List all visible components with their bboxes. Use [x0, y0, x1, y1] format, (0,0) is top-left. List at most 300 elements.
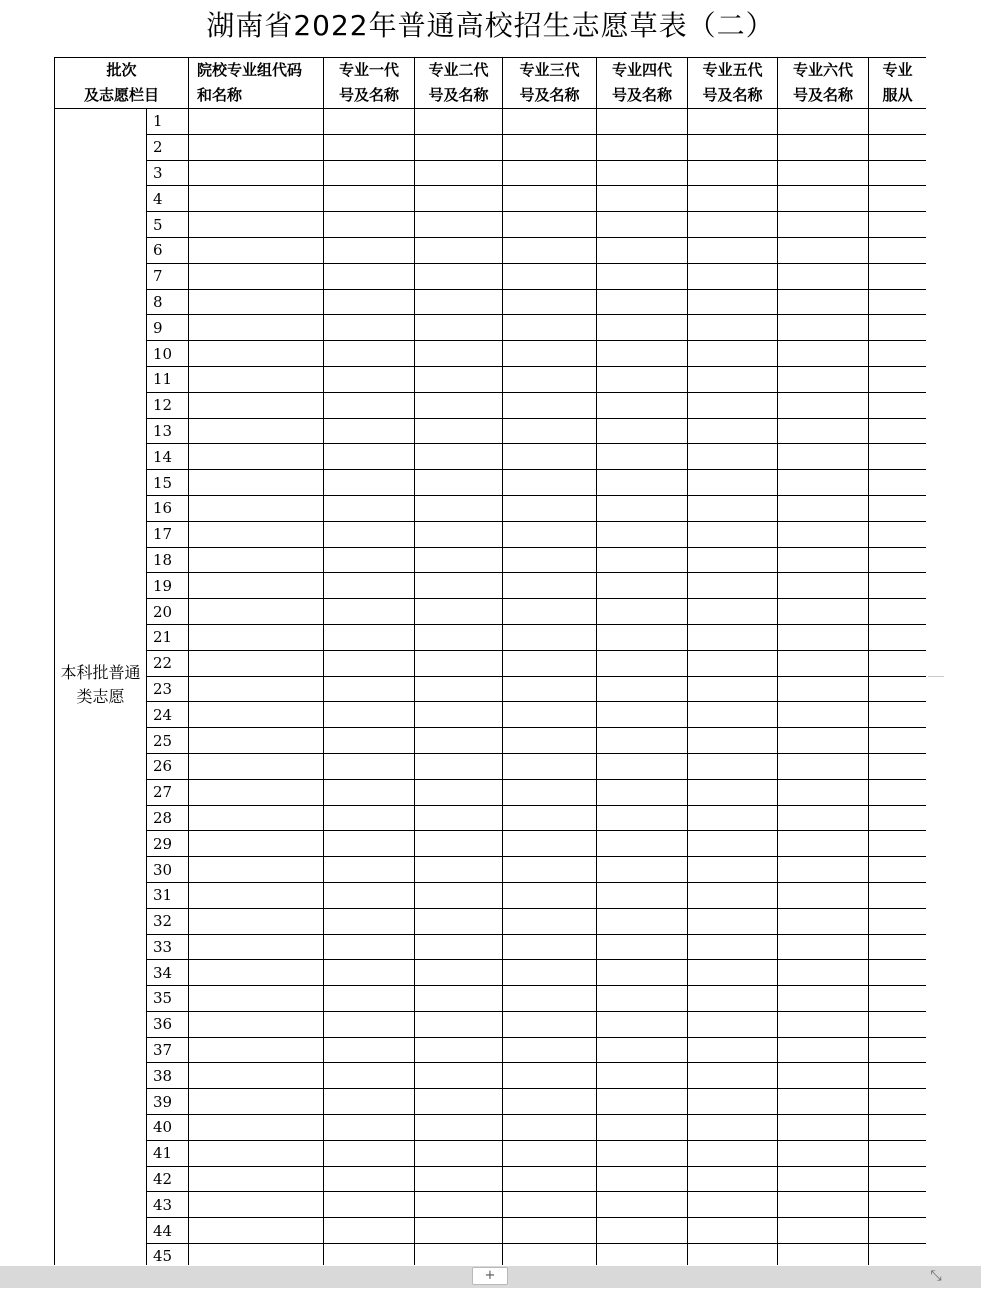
major-2-cell[interactable]: [415, 702, 503, 728]
major-1-cell[interactable]: [324, 1089, 415, 1115]
major-5-cell[interactable]: [688, 908, 778, 934]
school-group-cell[interactable]: [189, 521, 324, 547]
school-group-cell[interactable]: [189, 650, 324, 676]
major-5-cell[interactable]: [688, 392, 778, 418]
major-6-cell[interactable]: [778, 1218, 869, 1244]
major-3-cell[interactable]: [503, 1166, 597, 1192]
major-6-cell[interactable]: [778, 1140, 869, 1166]
major-3-cell[interactable]: [503, 134, 597, 160]
major-3-cell[interactable]: [503, 212, 597, 238]
major-4-cell[interactable]: [597, 1063, 688, 1089]
major-6-cell[interactable]: [778, 960, 869, 986]
major-1-cell[interactable]: [324, 676, 415, 702]
major-3-cell[interactable]: [503, 1011, 597, 1037]
school-group-cell[interactable]: [189, 908, 324, 934]
major-4-cell[interactable]: [597, 1140, 688, 1166]
major-5-cell[interactable]: [688, 882, 778, 908]
major-4-cell[interactable]: [597, 702, 688, 728]
major-4-cell[interactable]: [597, 366, 688, 392]
school-group-cell[interactable]: [189, 134, 324, 160]
major-4-cell[interactable]: [597, 263, 688, 289]
major-3-cell[interactable]: [503, 1244, 597, 1265]
obey-cell[interactable]: [869, 986, 926, 1012]
major-3-cell[interactable]: [503, 831, 597, 857]
obey-cell[interactable]: [869, 470, 926, 496]
major-6-cell[interactable]: [778, 470, 869, 496]
obey-cell[interactable]: [869, 444, 926, 470]
major-5-cell[interactable]: [688, 805, 778, 831]
major-4-cell[interactable]: [597, 599, 688, 625]
major-2-cell[interactable]: [415, 908, 503, 934]
major-5-cell[interactable]: [688, 341, 778, 367]
major-3-cell[interactable]: [503, 315, 597, 341]
obey-cell[interactable]: [869, 624, 926, 650]
school-group-cell[interactable]: [189, 1011, 324, 1037]
major-6-cell[interactable]: [778, 263, 869, 289]
major-5-cell[interactable]: [688, 366, 778, 392]
major-1-cell[interactable]: [324, 986, 415, 1012]
major-3-cell[interactable]: [503, 1063, 597, 1089]
school-group-cell[interactable]: [189, 1244, 324, 1265]
major-2-cell[interactable]: [415, 341, 503, 367]
major-6-cell[interactable]: [778, 289, 869, 315]
major-3-cell[interactable]: [503, 418, 597, 444]
obey-cell[interactable]: [869, 857, 926, 883]
major-6-cell[interactable]: [778, 805, 869, 831]
school-group-cell[interactable]: [189, 366, 324, 392]
major-1-cell[interactable]: [324, 1115, 415, 1141]
major-2-cell[interactable]: [415, 212, 503, 238]
major-1-cell[interactable]: [324, 624, 415, 650]
major-4-cell[interactable]: [597, 1192, 688, 1218]
major-4-cell[interactable]: [597, 1218, 688, 1244]
major-5-cell[interactable]: [688, 857, 778, 883]
obey-cell[interactable]: [869, 418, 926, 444]
major-4-cell[interactable]: [597, 315, 688, 341]
major-4-cell[interactable]: [597, 341, 688, 367]
major-5-cell[interactable]: [688, 521, 778, 547]
major-6-cell[interactable]: [778, 1115, 869, 1141]
major-2-cell[interactable]: [415, 289, 503, 315]
major-3-cell[interactable]: [503, 676, 597, 702]
school-group-cell[interactable]: [189, 418, 324, 444]
obey-cell[interactable]: [869, 831, 926, 857]
major-1-cell[interactable]: [324, 934, 415, 960]
school-group-cell[interactable]: [189, 934, 324, 960]
major-3-cell[interactable]: [503, 366, 597, 392]
major-4-cell[interactable]: [597, 186, 688, 212]
major-4-cell[interactable]: [597, 1011, 688, 1037]
major-2-cell[interactable]: [415, 960, 503, 986]
major-3-cell[interactable]: [503, 1192, 597, 1218]
obey-cell[interactable]: [869, 960, 926, 986]
major-2-cell[interactable]: [415, 366, 503, 392]
major-2-cell[interactable]: [415, 470, 503, 496]
major-6-cell[interactable]: [778, 521, 869, 547]
major-5-cell[interactable]: [688, 1192, 778, 1218]
major-2-cell[interactable]: [415, 1011, 503, 1037]
major-5-cell[interactable]: [688, 160, 778, 186]
major-2-cell[interactable]: [415, 547, 503, 573]
major-6-cell[interactable]: [778, 315, 869, 341]
school-group-cell[interactable]: [189, 857, 324, 883]
major-5-cell[interactable]: [688, 237, 778, 263]
school-group-cell[interactable]: [189, 1063, 324, 1089]
major-3-cell[interactable]: [503, 960, 597, 986]
major-6-cell[interactable]: [778, 753, 869, 779]
obey-cell[interactable]: [869, 1011, 926, 1037]
major-6-cell[interactable]: [778, 134, 869, 160]
school-group-cell[interactable]: [189, 160, 324, 186]
major-2-cell[interactable]: [415, 418, 503, 444]
school-group-cell[interactable]: [189, 882, 324, 908]
major-2-cell[interactable]: [415, 315, 503, 341]
major-6-cell[interactable]: [778, 109, 869, 135]
major-4-cell[interactable]: [597, 1166, 688, 1192]
major-6-cell[interactable]: [778, 779, 869, 805]
major-6-cell[interactable]: [778, 1063, 869, 1089]
school-group-cell[interactable]: [189, 186, 324, 212]
major-1-cell[interactable]: [324, 392, 415, 418]
major-2-cell[interactable]: [415, 831, 503, 857]
major-1-cell[interactable]: [324, 1063, 415, 1089]
major-1-cell[interactable]: [324, 1244, 415, 1265]
major-3-cell[interactable]: [503, 753, 597, 779]
major-4-cell[interactable]: [597, 1089, 688, 1115]
major-2-cell[interactable]: [415, 805, 503, 831]
obey-cell[interactable]: [869, 109, 926, 135]
major-1-cell[interactable]: [324, 779, 415, 805]
obey-cell[interactable]: [869, 186, 926, 212]
major-3-cell[interactable]: [503, 521, 597, 547]
major-6-cell[interactable]: [778, 882, 869, 908]
major-1-cell[interactable]: [324, 160, 415, 186]
obey-cell[interactable]: [869, 805, 926, 831]
school-group-cell[interactable]: [189, 779, 324, 805]
major-5-cell[interactable]: [688, 186, 778, 212]
school-group-cell[interactable]: [189, 470, 324, 496]
school-group-cell[interactable]: [189, 1218, 324, 1244]
major-1-cell[interactable]: [324, 831, 415, 857]
major-3-cell[interactable]: [503, 908, 597, 934]
major-5-cell[interactable]: [688, 109, 778, 135]
major-5-cell[interactable]: [688, 1244, 778, 1265]
major-4-cell[interactable]: [597, 1244, 688, 1265]
major-3-cell[interactable]: [503, 160, 597, 186]
major-3-cell[interactable]: [503, 702, 597, 728]
major-2-cell[interactable]: [415, 986, 503, 1012]
major-2-cell[interactable]: [415, 1166, 503, 1192]
major-4-cell[interactable]: [597, 289, 688, 315]
major-6-cell[interactable]: [778, 495, 869, 521]
major-5-cell[interactable]: [688, 702, 778, 728]
major-2-cell[interactable]: [415, 1140, 503, 1166]
major-2-cell[interactable]: [415, 186, 503, 212]
major-6-cell[interactable]: [778, 366, 869, 392]
major-5-cell[interactable]: [688, 495, 778, 521]
major-2-cell[interactable]: [415, 237, 503, 263]
school-group-cell[interactable]: [189, 109, 324, 135]
obey-cell[interactable]: [869, 237, 926, 263]
major-5-cell[interactable]: [688, 728, 778, 754]
major-6-cell[interactable]: [778, 624, 869, 650]
major-5-cell[interactable]: [688, 986, 778, 1012]
major-1-cell[interactable]: [324, 1192, 415, 1218]
major-5-cell[interactable]: [688, 624, 778, 650]
major-6-cell[interactable]: [778, 1166, 869, 1192]
major-2-cell[interactable]: [415, 521, 503, 547]
major-5-cell[interactable]: [688, 289, 778, 315]
major-4-cell[interactable]: [597, 134, 688, 160]
major-2-cell[interactable]: [415, 753, 503, 779]
school-group-cell[interactable]: [189, 831, 324, 857]
major-1-cell[interactable]: [324, 960, 415, 986]
major-3-cell[interactable]: [503, 986, 597, 1012]
major-2-cell[interactable]: [415, 1037, 503, 1063]
major-1-cell[interactable]: [324, 882, 415, 908]
major-6-cell[interactable]: [778, 676, 869, 702]
major-5-cell[interactable]: [688, 547, 778, 573]
school-group-cell[interactable]: [189, 805, 324, 831]
major-4-cell[interactable]: [597, 779, 688, 805]
major-1-cell[interactable]: [324, 341, 415, 367]
major-3-cell[interactable]: [503, 237, 597, 263]
major-6-cell[interactable]: [778, 599, 869, 625]
major-3-cell[interactable]: [503, 805, 597, 831]
major-4-cell[interactable]: [597, 728, 688, 754]
major-6-cell[interactable]: [778, 212, 869, 238]
major-1-cell[interactable]: [324, 908, 415, 934]
major-2-cell[interactable]: [415, 1218, 503, 1244]
major-6-cell[interactable]: [778, 934, 869, 960]
obey-cell[interactable]: [869, 521, 926, 547]
major-2-cell[interactable]: [415, 599, 503, 625]
major-3-cell[interactable]: [503, 470, 597, 496]
school-group-cell[interactable]: [189, 444, 324, 470]
school-group-cell[interactable]: [189, 315, 324, 341]
major-4-cell[interactable]: [597, 753, 688, 779]
major-4-cell[interactable]: [597, 960, 688, 986]
major-4-cell[interactable]: [597, 624, 688, 650]
major-1-cell[interactable]: [324, 186, 415, 212]
major-6-cell[interactable]: [778, 237, 869, 263]
major-4-cell[interactable]: [597, 237, 688, 263]
major-1-cell[interactable]: [324, 495, 415, 521]
major-3-cell[interactable]: [503, 1089, 597, 1115]
major-4-cell[interactable]: [597, 857, 688, 883]
major-1-cell[interactable]: [324, 289, 415, 315]
major-4-cell[interactable]: [597, 495, 688, 521]
obey-cell[interactable]: [869, 1244, 926, 1265]
school-group-cell[interactable]: [189, 573, 324, 599]
major-5-cell[interactable]: [688, 960, 778, 986]
major-1-cell[interactable]: [324, 315, 415, 341]
obey-cell[interactable]: [869, 779, 926, 805]
school-group-cell[interactable]: [189, 341, 324, 367]
major-3-cell[interactable]: [503, 289, 597, 315]
add-row-button[interactable]: +: [472, 1267, 508, 1285]
obey-cell[interactable]: [869, 495, 926, 521]
major-6-cell[interactable]: [778, 1011, 869, 1037]
major-3-cell[interactable]: [503, 186, 597, 212]
major-5-cell[interactable]: [688, 470, 778, 496]
major-5-cell[interactable]: [688, 934, 778, 960]
major-4-cell[interactable]: [597, 805, 688, 831]
major-2-cell[interactable]: [415, 1115, 503, 1141]
major-3-cell[interactable]: [503, 341, 597, 367]
school-group-cell[interactable]: [189, 1166, 324, 1192]
major-3-cell[interactable]: [503, 934, 597, 960]
major-4-cell[interactable]: [597, 831, 688, 857]
school-group-cell[interactable]: [189, 624, 324, 650]
major-5-cell[interactable]: [688, 134, 778, 160]
major-1-cell[interactable]: [324, 599, 415, 625]
major-3-cell[interactable]: [503, 779, 597, 805]
major-3-cell[interactable]: [503, 495, 597, 521]
school-group-cell[interactable]: [189, 263, 324, 289]
obey-cell[interactable]: [869, 728, 926, 754]
major-6-cell[interactable]: [778, 1089, 869, 1115]
obey-cell[interactable]: [869, 676, 926, 702]
major-6-cell[interactable]: [778, 418, 869, 444]
obey-cell[interactable]: [869, 1037, 926, 1063]
major-4-cell[interactable]: [597, 882, 688, 908]
school-group-cell[interactable]: [189, 289, 324, 315]
major-5-cell[interactable]: [688, 779, 778, 805]
major-6-cell[interactable]: [778, 702, 869, 728]
obey-cell[interactable]: [869, 315, 926, 341]
school-group-cell[interactable]: [189, 960, 324, 986]
major-5-cell[interactable]: [688, 212, 778, 238]
school-group-cell[interactable]: [189, 1037, 324, 1063]
school-group-cell[interactable]: [189, 702, 324, 728]
major-6-cell[interactable]: [778, 986, 869, 1012]
major-2-cell[interactable]: [415, 779, 503, 805]
major-2-cell[interactable]: [415, 650, 503, 676]
major-2-cell[interactable]: [415, 573, 503, 599]
major-3-cell[interactable]: [503, 547, 597, 573]
obey-cell[interactable]: [869, 289, 926, 315]
major-1-cell[interactable]: [324, 573, 415, 599]
obey-cell[interactable]: [869, 882, 926, 908]
obey-cell[interactable]: [869, 599, 926, 625]
major-5-cell[interactable]: [688, 1115, 778, 1141]
major-1-cell[interactable]: [324, 702, 415, 728]
obey-cell[interactable]: [869, 134, 926, 160]
major-2-cell[interactable]: [415, 444, 503, 470]
obey-cell[interactable]: [869, 1192, 926, 1218]
major-4-cell[interactable]: [597, 444, 688, 470]
major-2-cell[interactable]: [415, 934, 503, 960]
school-group-cell[interactable]: [189, 986, 324, 1012]
major-1-cell[interactable]: [324, 109, 415, 135]
major-1-cell[interactable]: [324, 1166, 415, 1192]
school-group-cell[interactable]: [189, 495, 324, 521]
major-6-cell[interactable]: [778, 444, 869, 470]
major-2-cell[interactable]: [415, 263, 503, 289]
school-group-cell[interactable]: [189, 1140, 324, 1166]
major-6-cell[interactable]: [778, 908, 869, 934]
major-5-cell[interactable]: [688, 444, 778, 470]
major-3-cell[interactable]: [503, 882, 597, 908]
major-4-cell[interactable]: [597, 1115, 688, 1141]
major-5-cell[interactable]: [688, 418, 778, 444]
major-4-cell[interactable]: [597, 934, 688, 960]
school-group-cell[interactable]: [189, 237, 324, 263]
obey-cell[interactable]: [869, 1115, 926, 1141]
major-1-cell[interactable]: [324, 1037, 415, 1063]
major-5-cell[interactable]: [688, 753, 778, 779]
major-1-cell[interactable]: [324, 857, 415, 883]
major-6-cell[interactable]: [778, 857, 869, 883]
major-3-cell[interactable]: [503, 263, 597, 289]
major-1-cell[interactable]: [324, 418, 415, 444]
major-6-cell[interactable]: [778, 160, 869, 186]
major-5-cell[interactable]: [688, 676, 778, 702]
major-2-cell[interactable]: [415, 1192, 503, 1218]
major-4-cell[interactable]: [597, 908, 688, 934]
obey-cell[interactable]: [869, 212, 926, 238]
major-1-cell[interactable]: [324, 1011, 415, 1037]
major-3-cell[interactable]: [503, 650, 597, 676]
major-3-cell[interactable]: [503, 1140, 597, 1166]
school-group-cell[interactable]: [189, 676, 324, 702]
major-5-cell[interactable]: [688, 573, 778, 599]
major-5-cell[interactable]: [688, 831, 778, 857]
major-3-cell[interactable]: [503, 1037, 597, 1063]
major-5-cell[interactable]: [688, 1166, 778, 1192]
major-5-cell[interactable]: [688, 1089, 778, 1115]
major-1-cell[interactable]: [324, 521, 415, 547]
major-2-cell[interactable]: [415, 857, 503, 883]
major-1-cell[interactable]: [324, 263, 415, 289]
major-2-cell[interactable]: [415, 160, 503, 186]
school-group-cell[interactable]: [189, 1192, 324, 1218]
major-3-cell[interactable]: [503, 1218, 597, 1244]
major-4-cell[interactable]: [597, 986, 688, 1012]
major-6-cell[interactable]: [778, 573, 869, 599]
major-1-cell[interactable]: [324, 366, 415, 392]
major-1-cell[interactable]: [324, 470, 415, 496]
major-1-cell[interactable]: [324, 650, 415, 676]
obey-cell[interactable]: [869, 341, 926, 367]
major-6-cell[interactable]: [778, 392, 869, 418]
major-4-cell[interactable]: [597, 676, 688, 702]
obey-cell[interactable]: [869, 702, 926, 728]
major-6-cell[interactable]: [778, 547, 869, 573]
major-6-cell[interactable]: [778, 1244, 869, 1265]
obey-cell[interactable]: [869, 366, 926, 392]
obey-cell[interactable]: [869, 263, 926, 289]
major-1-cell[interactable]: [324, 237, 415, 263]
major-5-cell[interactable]: [688, 1011, 778, 1037]
major-5-cell[interactable]: [688, 650, 778, 676]
obey-cell[interactable]: [869, 908, 926, 934]
major-4-cell[interactable]: [597, 418, 688, 444]
expand-icon[interactable]: ⤡: [930, 1268, 942, 1284]
major-4-cell[interactable]: [597, 470, 688, 496]
obey-cell[interactable]: [869, 392, 926, 418]
major-4-cell[interactable]: [597, 1037, 688, 1063]
major-6-cell[interactable]: [778, 650, 869, 676]
major-4-cell[interactable]: [597, 212, 688, 238]
major-6-cell[interactable]: [778, 1192, 869, 1218]
major-1-cell[interactable]: [324, 444, 415, 470]
major-3-cell[interactable]: [503, 392, 597, 418]
major-2-cell[interactable]: [415, 392, 503, 418]
major-1-cell[interactable]: [324, 212, 415, 238]
major-5-cell[interactable]: [688, 1140, 778, 1166]
